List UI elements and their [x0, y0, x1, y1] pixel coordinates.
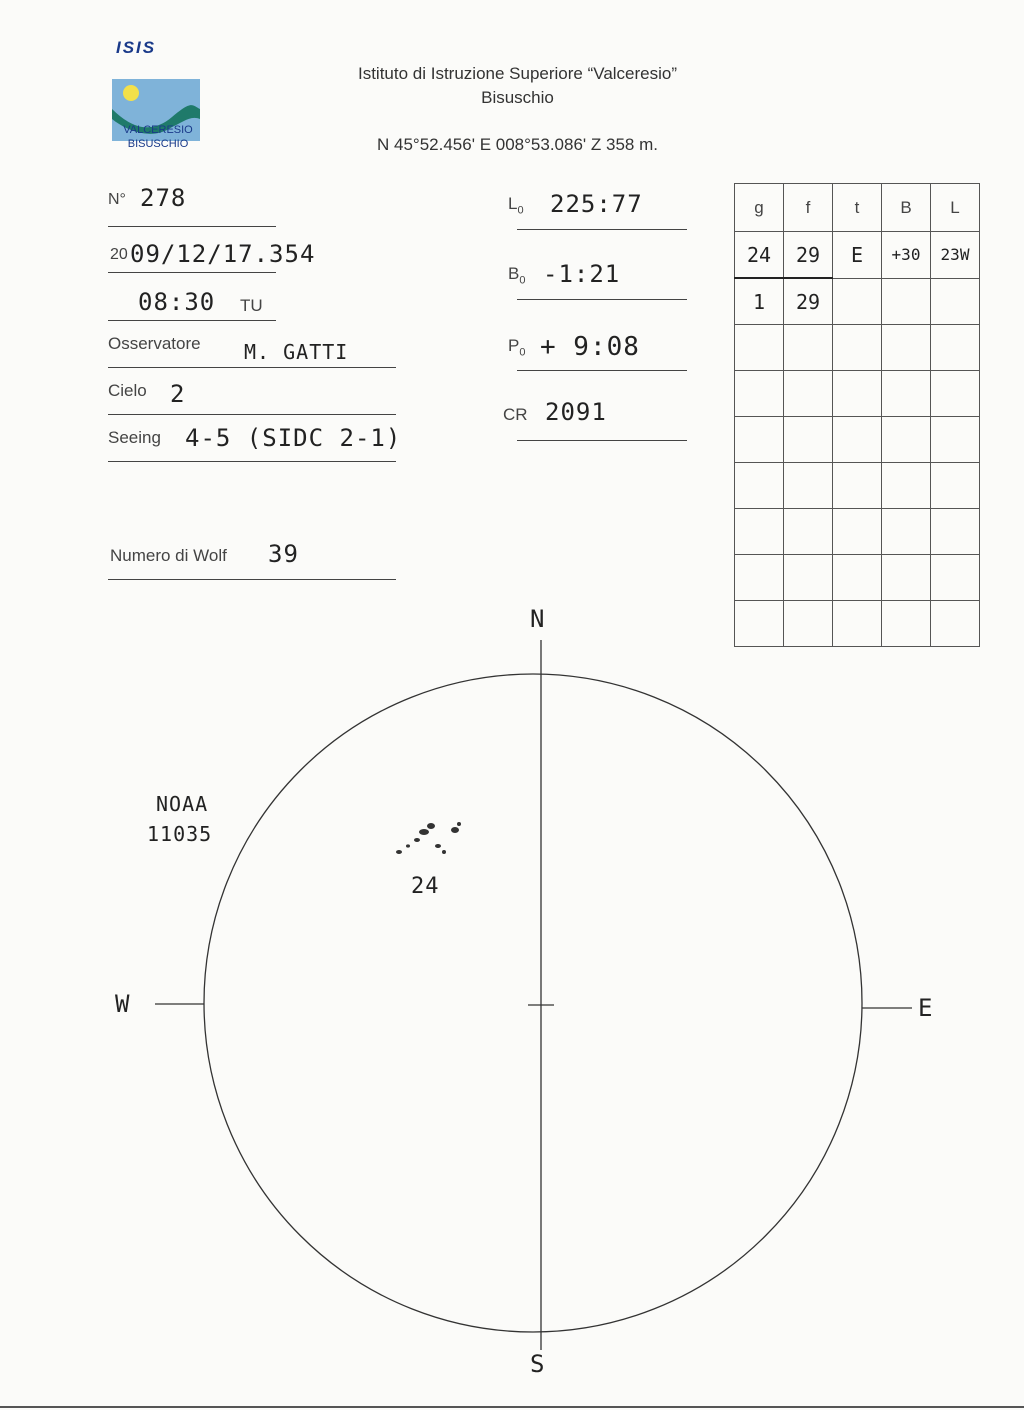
P0-value: + 9:08	[540, 332, 640, 362]
table-cell: 23W	[931, 232, 980, 279]
observatory-coordinates: N 45°52.456' E 008°53.086' Z 358 m.	[377, 135, 658, 154]
direction-east: E	[918, 994, 934, 1022]
header-f: f	[784, 184, 833, 232]
P0-label: $P_0$	[508, 336, 526, 359]
solar-disk-circle	[204, 674, 862, 1332]
header-g: g	[735, 184, 784, 232]
sky-value: 2	[170, 380, 186, 408]
number-value: 278	[140, 184, 187, 212]
time-value: 08:30	[138, 288, 216, 316]
table-cell: 1	[735, 278, 784, 325]
table-cell: 29	[784, 278, 833, 325]
B0-label: $B_0$	[508, 264, 526, 287]
table-cell: E	[833, 232, 882, 279]
seeing-label: Seeing	[108, 428, 161, 447]
observer-value: M. GATTI	[244, 340, 349, 364]
logo-caption-2: BISUSCHIO	[127, 138, 189, 150]
noaa-label: NOAA	[156, 792, 209, 816]
direction-west: W	[115, 990, 131, 1018]
sky-label: Cielo	[108, 381, 147, 400]
logo-brand: ISIS	[116, 38, 157, 57]
CR-value: 2091	[545, 398, 607, 426]
direction-south: S	[530, 1350, 546, 1378]
L0-label: $L_0$	[508, 194, 524, 217]
B0-value: -1:21	[543, 260, 621, 288]
header-B: B	[882, 184, 931, 232]
scan-edge	[0, 1406, 1024, 1408]
institute-name: Istituto di Istruzione Superiore “Valceresio”	[357, 64, 678, 83]
wolf-label: Numero di Wolf	[110, 546, 227, 565]
group-label: 24	[411, 874, 440, 899]
table-cell: 24	[735, 232, 784, 279]
logo-caption-1: VALCERESIO	[123, 124, 193, 136]
seeing-value: 4-5 (SIDC 2-1)	[185, 424, 402, 452]
number-label: N°	[108, 191, 126, 208]
noaa-number: 11035	[147, 822, 213, 846]
sunspot-group-24	[396, 822, 461, 854]
header-t: t	[833, 184, 882, 232]
wolf-value: 39	[268, 540, 299, 568]
date-prefix: 20	[110, 246, 128, 263]
L0-value: 225:77	[550, 190, 643, 218]
table-cell: 29	[784, 232, 833, 279]
institute-town: Bisuschio	[481, 88, 554, 107]
time-suffix: TU	[240, 296, 263, 315]
direction-north: N	[530, 605, 546, 633]
CR-label: CR	[503, 405, 528, 424]
table-cell: +30	[882, 232, 931, 279]
date-value: 09/12/17.354	[130, 240, 316, 268]
header-L: L	[931, 184, 980, 232]
observer-label: Osservatore	[108, 334, 201, 353]
